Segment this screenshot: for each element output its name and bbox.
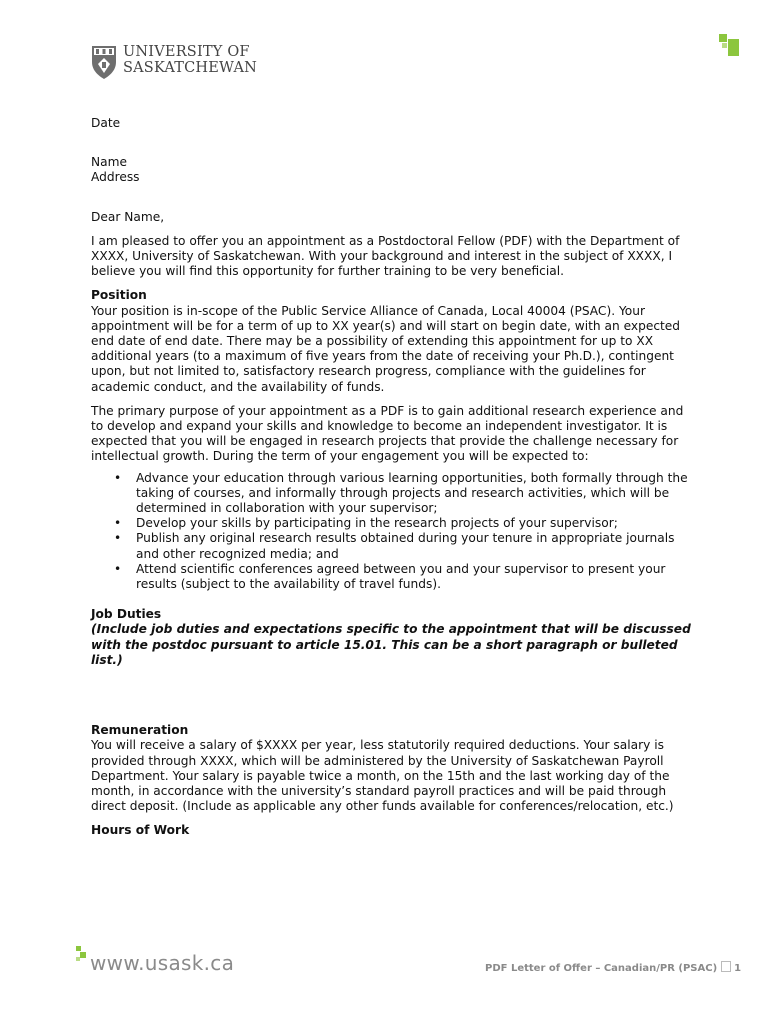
intro-paragraph: I am pleased to offer you an appointment as a Postdoctoral Fellow (PDF) with the Department of XXXX, University of Saskatchewan. With your background and interest in the subject of XXXX, I believe you will find this opportunity for further training to be very beneficial. (91, 233, 680, 279)
university-logo (90, 44, 257, 80)
position-heading: Position (91, 288, 147, 303)
hours-of-work-heading: Hours of Work (91, 823, 190, 838)
expectations-list (91, 471, 691, 593)
remuneration-heading: Remuneration (91, 723, 189, 738)
list-item: • Advance your education through various learning opportunities, both formally through the taking of courses, and informally through projects and research activities, which will be determined in collaboration with your supervisor; (136, 471, 691, 517)
brand-corner-mark-icon (719, 34, 741, 56)
page-number: 1 (734, 963, 742, 974)
recipient-name: Name (91, 155, 127, 170)
university-name-line2: SASKATCHEWAN (123, 60, 257, 76)
job-duties-heading: Job Duties (91, 607, 162, 622)
position-paragraph: Your position is in-scope of the Public Service Alliance of Canada, Local 40004 (PSAC). Your appointment will be for a term of up to XX year(s) and will start on begin date, with an expected end date of end date. There may be a possibility of extending this appointment for up to XX additional years (to a maximum of five years from the date of receiving your Ph.D.), contingent upon, but not limited to, satisfactory research progress, compliance with the guidelines for academic conduct, and the availability of funds. (91, 303, 681, 394)
salutation: Dear Name, (91, 209, 165, 224)
job-duties-note: (Include job duties and expectations specific to the appointment that will be discussed with the postdoc pursuant to article 15.01. This can be a short paragraph or bulleted list.) (91, 622, 691, 667)
list-item: • Develop your skills by participating in the research projects of your supervisor; (136, 516, 691, 531)
purpose-paragraph: The primary purpose of your appointment as a PDF is to gain additional research experience and to develop and expand your skills and knowledge to become an independent investigator. It is expected that you will be engaged in research projects that provide the challenge necessary for intellectual growth. During the term of your engagement you will be expected to: (91, 403, 684, 464)
brand-pixel-mark-icon (76, 946, 90, 962)
letter-body (91, 116, 691, 839)
list-item: • Publish any original research results obtained during your tenure in appropriate journals and other recognized media; and (136, 531, 691, 561)
list-item: • Attend scientific conferences agreed between you and your supervisor to present your results (subject to the availability of travel funds). (136, 562, 691, 592)
separator-icon (721, 961, 731, 972)
document-title: PDF Letter of Offer – Canadian/PR (PSAC) (485, 963, 718, 974)
letter-date: Date (91, 116, 121, 130)
university-name-line1: UNIVERSITY OF (123, 44, 250, 60)
footer-document-info (485, 961, 741, 974)
university-crest-icon (90, 44, 118, 80)
remuneration-paragraph: You will receive a salary of $XXXX per year, less statutorily required deductions. Your salary is provided through XXXX, which will be administered by the University of Saskatchewan Payroll Department. Your salary is payable twice a month, on the 15th and the last working day of the month, in accordance with the university’s standard payroll practices and will be paid through direct deposit. (Include as applicable any other funds available for conferences/relocation, etc.) (91, 738, 674, 814)
recipient-address: Address (91, 170, 140, 185)
footer-website (76, 946, 234, 975)
website-url[interactable]: www.usask.ca (90, 951, 235, 975)
